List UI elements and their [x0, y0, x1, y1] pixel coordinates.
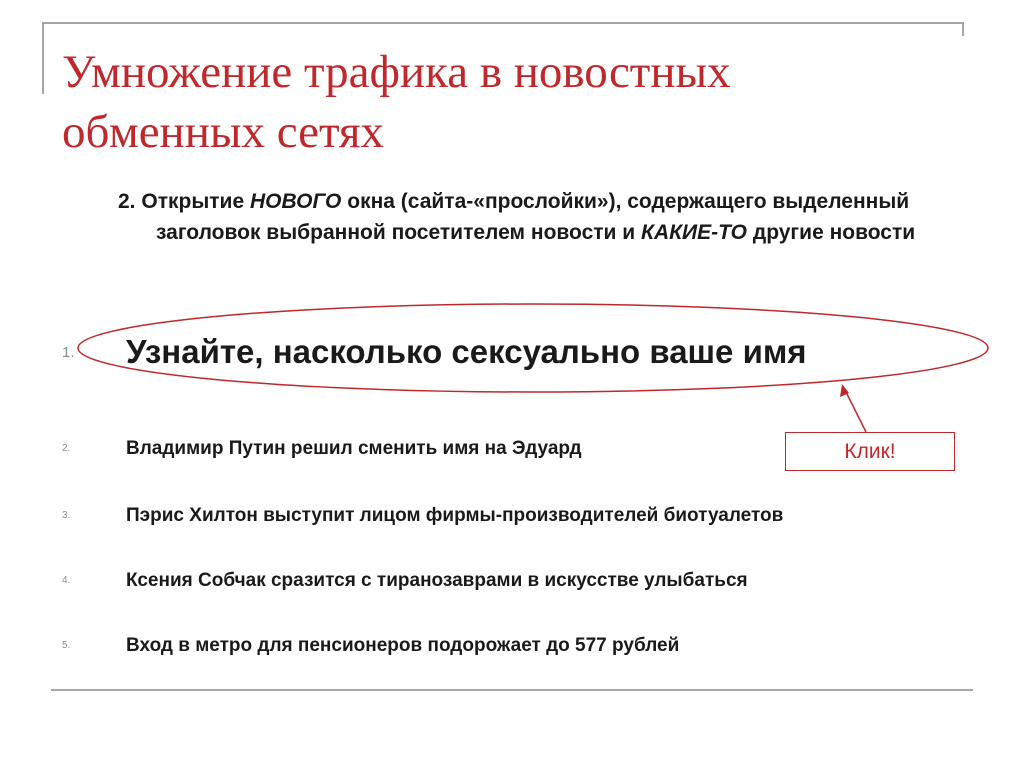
news-headline[interactable]: Ксения Собчак сразится с тиранозаврами в искусстве улыбаться: [126, 570, 748, 591]
arrow-head-icon: [840, 384, 849, 397]
frame-right-line: [962, 22, 964, 36]
click-callout-label: Клик!: [844, 439, 896, 463]
frame-top-line: [42, 22, 964, 24]
slide-subtitle: [118, 186, 976, 248]
slide-title: Умножение трафика в новостных обменных сетях: [62, 46, 731, 158]
news-headline[interactable]: Вход в метро для пенсионеров подорожает до 577 рублей: [126, 635, 680, 656]
subtitle-part-3: другие новости: [752, 221, 916, 244]
list-number: 5.: [62, 640, 71, 651]
list-number: 1.: [62, 344, 75, 361]
list-number: 4.: [62, 575, 71, 586]
list-number: 3.: [62, 510, 71, 521]
subtitle-emphasis-1: НОВОГО: [249, 190, 342, 213]
subtitle-emphasis-2: КАКИЕ-ТО: [641, 221, 748, 244]
frame-left-line: [42, 22, 44, 94]
click-callout: [785, 432, 955, 471]
subtitle-number: 2.: [118, 190, 136, 213]
subtitle-part-1: Открытие: [141, 190, 245, 213]
frame-bottom-line: [51, 689, 973, 691]
callout-arrow: [845, 390, 866, 432]
subtitle-part-2: окна (сайта-«прослойки»), содержащего выделенный заголовок выбранной посетителем новости и: [156, 190, 910, 244]
news-headline[interactable]: Владимир Путин решил сменить имя на Эдуард: [126, 438, 582, 459]
news-headline[interactable]: Узнайте, насколько сексуально ваше имя: [126, 333, 807, 370]
list-number: 2.: [62, 443, 71, 454]
news-headline[interactable]: Пэрис Хилтон выступит лицом фирмы-производителей биотуалетов: [126, 505, 784, 526]
